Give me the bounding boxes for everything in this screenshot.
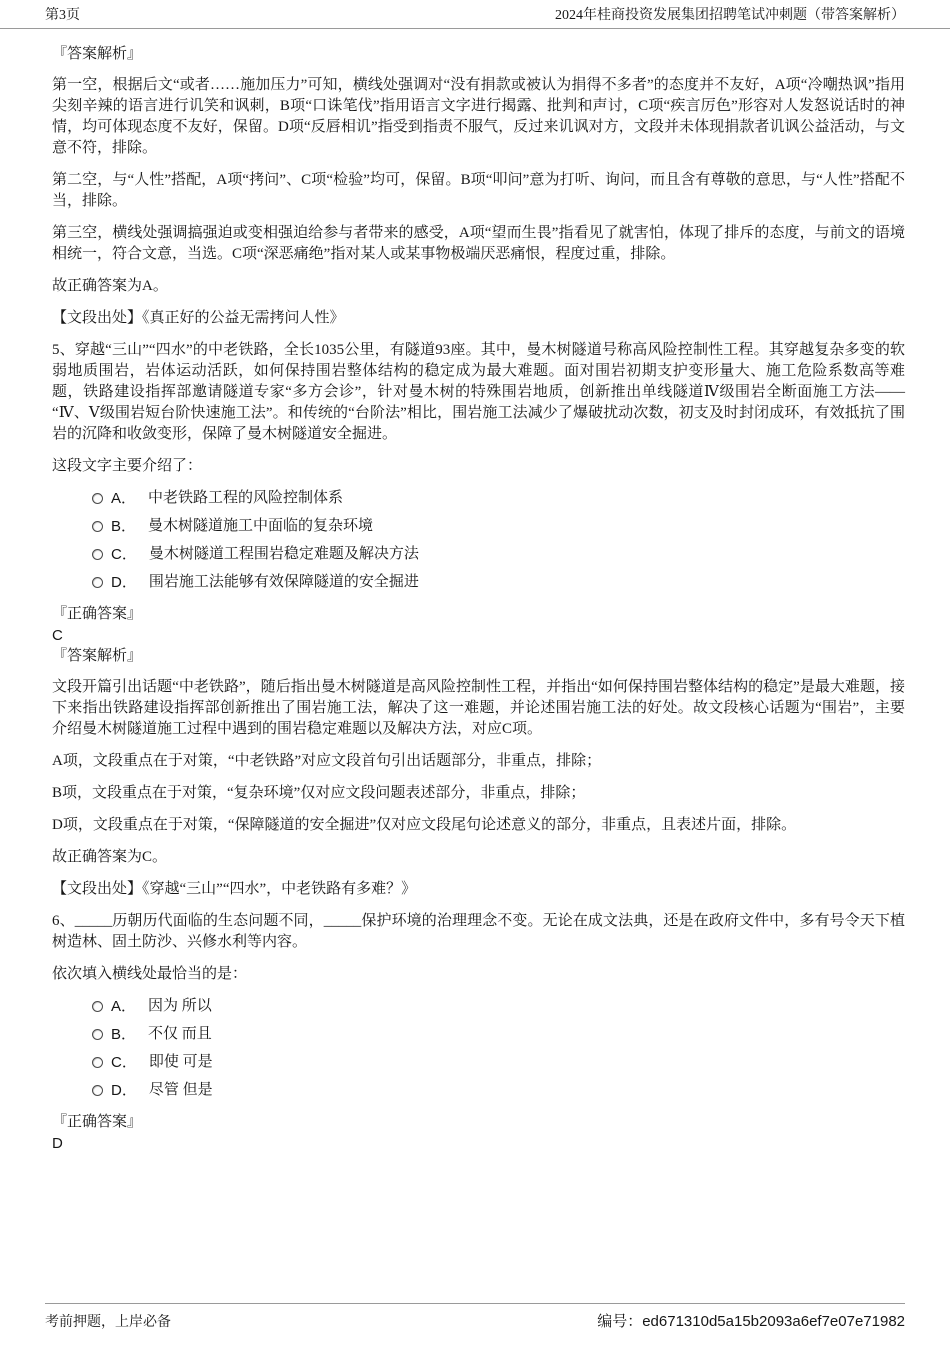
- option-row[interactable]: [92, 1080, 905, 1101]
- option-text: 曼木树隧道工程围岩稳定难题及解决方法: [148, 546, 419, 562]
- paragraph: 故正确答案为C。: [52, 849, 168, 865]
- option-text: 曼木树隧道施工中面临的复杂环境: [148, 518, 374, 534]
- paragraph: D项，文段重点在于对策，“保障隧道的安全掘进”仅对应文段尾句论述意义的部分，非重点，且表述片面，排除。: [52, 817, 797, 833]
- option-text: 围岩施工法能够有效保障隧道的安全掘进: [148, 574, 419, 590]
- question-text: 6、_____历朝历代面临的生态问题不同，_____保护环境的治理理念不变。无论在成文法典，还是在政府文件中，多有号令天下植树造林、固土防沙、兴修水利等内容。: [52, 913, 905, 950]
- page-footer: [45, 1303, 905, 1332]
- option-row[interactable]: [92, 516, 905, 537]
- paragraph: A项，文段重点在于对策，“中老铁路”对应文段首句引出话题部分，非重点，排除；: [52, 753, 602, 769]
- option-row[interactable]: [92, 1024, 905, 1045]
- radio-button-icon[interactable]: [92, 577, 103, 588]
- document-body: [0, 28, 950, 1154]
- option-letter: D．: [111, 1082, 137, 1099]
- paragraph: 这段文字主要介绍了：: [52, 458, 203, 474]
- paragraph: 依次填入横线处最恰当的是：: [52, 966, 248, 982]
- paragraph: 【文段出处】《真正好的公益无需拷问人性》: [52, 310, 345, 326]
- option-text: 即使 可是: [148, 1054, 213, 1070]
- paragraph: 故正确答案为A。: [52, 278, 168, 294]
- radio-button-icon[interactable]: [92, 1001, 103, 1012]
- radio-button-icon[interactable]: [92, 549, 103, 560]
- radio-button-icon[interactable]: [92, 521, 103, 532]
- options-group: [92, 488, 905, 593]
- option-letter: C．: [111, 1054, 137, 1071]
- paragraph: 【文段出处】《穿越“三山”“四水”，中老铁路有多难？》: [52, 881, 417, 897]
- radio-button-icon[interactable]: [92, 1029, 103, 1040]
- page-number: 第3页: [45, 8, 80, 23]
- radio-button-icon[interactable]: [92, 1085, 103, 1096]
- option-row[interactable]: [92, 488, 905, 509]
- answer-section-label: 『正确答案』: [52, 1114, 143, 1130]
- option-row[interactable]: [92, 996, 905, 1017]
- option-letter: A．: [111, 998, 137, 1015]
- option-text: 尽管 但是: [148, 1082, 213, 1098]
- option-row[interactable]: [92, 1052, 905, 1073]
- footer-serial-number: 编号：ed671310d5a15b2093a6ef7e07e71982: [597, 1313, 905, 1330]
- question-text: 5、穿越“三山”“四水”的中老铁路，全长1035公里，有隧道93座。其中，曼木树隧道号称高风险控制性工程。其穿越复杂多变的软弱地质围岩，岩体运动活跃，如何保持围岩整体结构的稳定成为最大难题。面对围岩初期支护变形量大、施工危险系数高等难题，铁路建设指挥部邀请隧道专家“多方会诊”，针对曼木树的特殊围岩地质，创新推出单线隧道Ⅳ级围岩全断面施工方法——“Ⅳ、Ⅴ级围岩短台阶快速施工法”。和传统的“台阶法”相比，围岩施工法减少了爆破扰动次数，初支及时封闭成环，有效抵抗了围岩的沉降和收敛变形，保障了曼木树隧道安全掘进。: [52, 342, 905, 442]
- page-header: [0, 0, 950, 29]
- paragraph: 第一空，根据后文“或者……施加压力”可知，横线处强调对“没有捐款或被认为捐得不多者”的态度并不友好，A项“冷嘲热讽”指用尖刻辛辣的语言进行讥笑和讽刺，B项“口诛笔伐”指用语言文字进行揭露、批判和声讨，C项“疾言厉色”形容对人发怒说话时的神情，均可体现态度不友好，保留。D项“反唇相讥”指受到指责不服气，反过来讥讽对方，文段并未体现捐款者讥讽公益活动，与文意不符，排除。: [52, 77, 905, 156]
- options-group: [92, 996, 905, 1101]
- option-row[interactable]: [92, 572, 905, 593]
- answer-section-label: 『答案解析』: [52, 46, 143, 62]
- answer-value: C: [52, 627, 63, 644]
- paragraph: 第三空，横线处强调搞强迫或变相强迫给参与者带来的感受，A项“望而生畏”指看见了就害怕，体现了排斥的态度，与前文的语境相统一，符合文意，当选。C项“深恶痛绝”指对某人或某事物极端厌恶痛恨，程度过重，排除。: [52, 225, 905, 262]
- option-row[interactable]: [92, 544, 905, 565]
- option-text: 因为 所以: [148, 998, 212, 1014]
- option-text: 中老铁路工程的风险控制体系: [148, 490, 344, 506]
- paragraph: 文段开篇引出话题“中老铁路”，随后指出曼木树隧道是高风险控制性工程，并指出“如何保持围岩整体结构的稳定”是最大难题，接下来指出铁路建设指挥部创新推出了围岩施工法，解决了这一难题，并论述围岩施工法的好处。故文段核心话题为“围岩”，主要介绍曼木树隧道施工过程中遇到的围岩稳定难题以及解决方法，对应C项。: [52, 679, 905, 737]
- answer-section-label: 『正确答案』: [52, 606, 143, 622]
- option-letter: A．: [111, 490, 137, 507]
- paragraph: 第二空，与“人性”搭配，A项“拷问”、C项“检验”均可，保留。B项“叩问”意为打听、询问，而且含有尊敬的意思，与“人性”搭配不当，排除。: [52, 172, 905, 209]
- option-letter: C．: [111, 546, 137, 563]
- document-title: 2024年桂商投资发展集团招聘笔试冲刺题（带答案解析）: [555, 8, 905, 23]
- answer-section-label: 『答案解析』: [52, 648, 143, 664]
- option-letter: B．: [111, 1026, 137, 1043]
- option-text: 不仅 而且: [148, 1026, 212, 1042]
- radio-button-icon[interactable]: [92, 493, 103, 504]
- paragraph: B项，文段重点在于对策，“复杂环境”仅对应文段问题表述部分，非重点，排除；: [52, 785, 586, 801]
- option-letter: B．: [111, 518, 137, 535]
- footer-slogan: 考前押题，上岸必备: [45, 1315, 171, 1330]
- radio-button-icon[interactable]: [92, 1057, 103, 1068]
- answer-value: D: [52, 1135, 63, 1152]
- option-letter: D．: [111, 574, 137, 591]
